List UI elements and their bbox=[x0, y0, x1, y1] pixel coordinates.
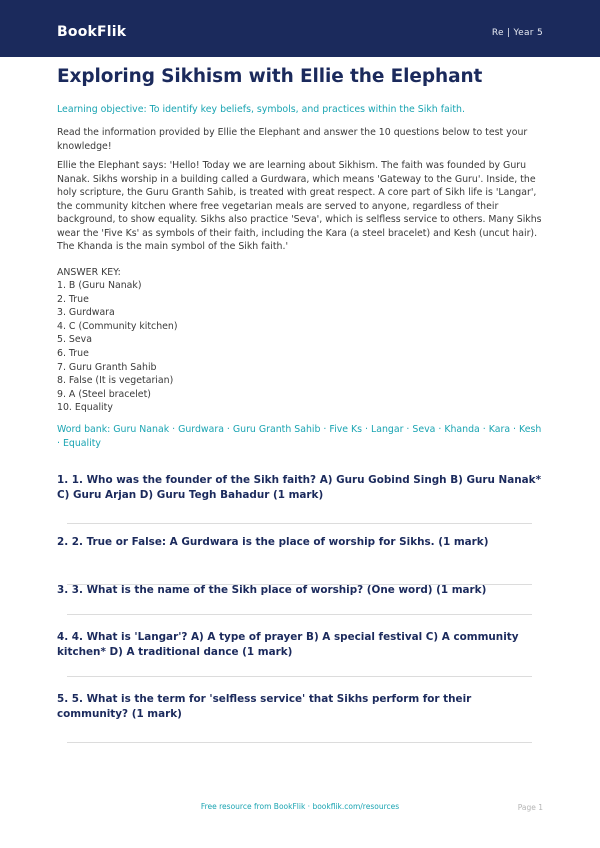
question-1: 1. 1. Who was the founder of the Sikh faith? A) Guru Gobind Singh B) Guru Nanak* C) Guru Arjan D) Guru Tegh Bahadur (1 mark) bbox=[57, 474, 542, 501]
answer-line-4[interactable] bbox=[67, 676, 532, 677]
learning-objective: Learning objective: To identify key beliefs, symbols, and practices within the Sikh faith. bbox=[57, 104, 465, 115]
question-5: 5. 5. What is the term for 'selfless service' that Sikhs perform for their community? (1 mark) bbox=[57, 693, 472, 720]
header-bar bbox=[0, 0, 600, 57]
footer-link[interactable]: Free resource from BookFlik · bookflik.com/resources bbox=[200, 802, 400, 811]
answer-line-3[interactable] bbox=[67, 614, 532, 615]
answer-key-item: 4. C (Community kitchen) bbox=[57, 320, 178, 332]
intro-text: Read the information provided by Ellie the Elephant and answer the 10 questions below to test your knowledge! bbox=[57, 127, 528, 152]
page-number: Page 1 bbox=[517, 803, 543, 812]
answer-key-item: 9. A (Steel bracelet) bbox=[57, 388, 151, 400]
answer-key-item: 7. Guru Granth Sahib bbox=[57, 361, 157, 373]
answer-line-1[interactable] bbox=[67, 523, 532, 524]
answer-line-5[interactable] bbox=[67, 742, 532, 743]
answer-key-heading: ANSWER KEY: bbox=[57, 266, 121, 278]
answer-key-item: 8. False (It is vegetarian) bbox=[57, 375, 174, 387]
answer-key-item: 2. True bbox=[57, 293, 89, 305]
question-3: 3. 3. What is the name of the Sikh place of worship? (One word) (1 mark) bbox=[57, 584, 487, 596]
answer-key-item: 3. Gurdwara bbox=[57, 307, 115, 319]
answer-key bbox=[57, 266, 543, 416]
brand-logo: BookFlik bbox=[57, 24, 127, 40]
question-4: 4. 4. What is 'Langar'? A) A type of prayer B) A special festival C) A community kitchen* D) A traditional dance (1 mark) bbox=[57, 631, 519, 658]
passage-text: Ellie the Elephant says: 'Hello! Today we are learning about Sikhism. The faith was founded by Guru Nanak. Sikhs worship in a building called a Gurdwara, which means 'Gateway to the Guru'. Inside, the holy scripture, the Guru Granth Sahib, is treated with great respect. A core part of Sikh life is 'Langar', the community kitchen where free vegetarian meals are served to anyone, regardless of their background, to show equality. Sikhs also practice 'Seva', which is selfless service to others. Many Sikhs wear the 'Five Ks' as symbols of their faith, including the Kara (a steel bracelet) and Kesh (uncut hair). The Khanda is the main symbol of the Sikh faith.' bbox=[57, 160, 542, 252]
question-2: 2. 2. True or False: A Gurdwara is the place of worship for Sikhs. (1 mark) bbox=[57, 536, 489, 548]
answer-key-item: 1. B (Guru Nanak) bbox=[57, 280, 142, 292]
subject-year-label: Re | Year 5 bbox=[491, 28, 543, 38]
answer-key-item: 5. Seva bbox=[57, 334, 92, 346]
page-title: Exploring Sikhism with Ellie the Elephant bbox=[57, 66, 483, 87]
worksheet-content bbox=[57, 64, 543, 450]
answer-key-item: 6. True bbox=[57, 348, 89, 360]
answer-key-item: 10. Equality bbox=[57, 402, 113, 414]
word-bank: Word bank: Guru Nanak · Gurdwara · Guru Granth Sahib · Five Ks · Langar · Seva · Khanda · Kara · Kesh · Equality bbox=[57, 424, 542, 449]
